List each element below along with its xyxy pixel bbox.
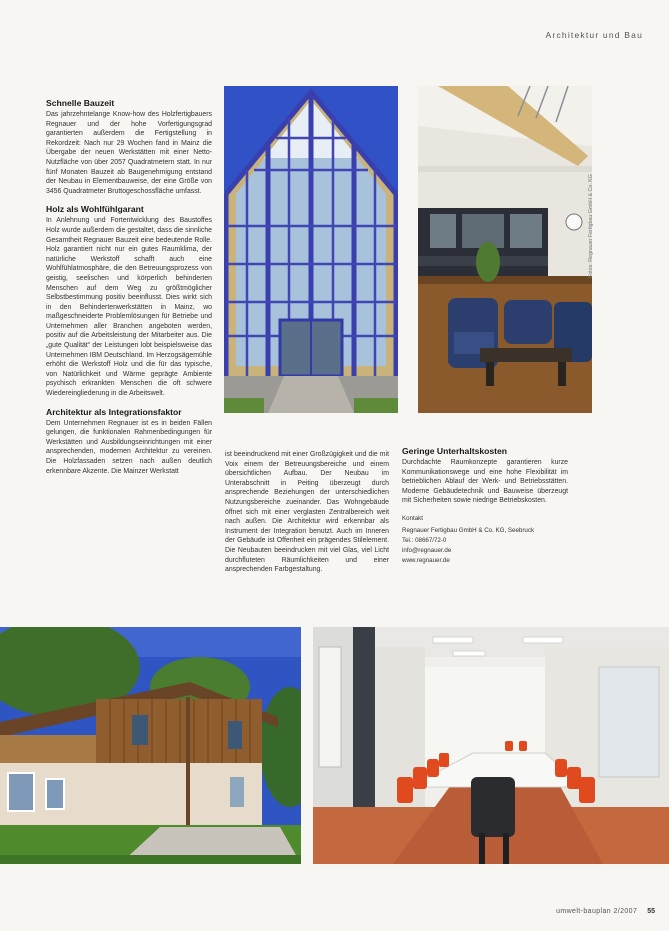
article-column-1 (46, 98, 212, 476)
photo-glass-facade (224, 86, 398, 413)
paragraph: Das jahrzehntelange Know-how des Holzfertigbauers Regnauer und der hohe Vorfertigungsgrad garantierten außerdem die Fertigstellung in Rekordzeit: Nach nur 29 Wochen fand in Mainz die Übergabe der neuen Werkstätten mit einer Netto-Nutzfläche von über 2057 Quadratmetern statt. In nur fünf Monaten Bauzeit ab Baugenehmigung entstand der Neubau in Elementbauweise, der eine Größe von 3456 Quadratmeter Bruttogeschossfläche umfasst. (46, 111, 212, 195)
contact-line: info@regnauer.de (402, 546, 452, 554)
page-footer (556, 908, 655, 915)
heading-architektur-integration: Architektur als Integrationsfaktor (46, 406, 182, 417)
paragraph: Durchdachte Raumkonzepte garantieren kurze Kommunikationswege und eine hohe Flexibilität im betrieblichen Ablauf der Werk- und Betriebsstätten. Moderne Gebäudetechnik und Bauweise überzeugt mit Sicherheiten sowie niedrige Betriebskosten. (402, 459, 568, 505)
photo-timber-building (0, 627, 301, 864)
article-column-2 (225, 450, 389, 575)
photo-credit: Fotos: Regnauer Fertigbau GmbH & Co. KG (588, 174, 594, 278)
paragraph: Dem Unternehmen Regnauer ist es in beiden Fällen gelungen, die funktionalen Rahmenbedingungen für Werkstätten und Ausbildungseinrichtungen mit einer ansprechenden, modernen Architektur zu vereinen. Die Holzfassaden setzen nach außen deutlich erkennbare Akzente. Die Mainzer Werkstatt (46, 419, 212, 475)
contact-label: Kontakt (402, 514, 423, 522)
contact-line: Tel.: 08667/72-0 (402, 536, 447, 544)
photo-interior-lounge (418, 86, 592, 413)
heading-holz-wohlfuehlgarant: Holz als Wohlfühlgarant (46, 204, 144, 215)
page-number: 55 (647, 908, 655, 915)
photo-conference-room (313, 627, 669, 864)
section-label: Architektur und Bau (545, 30, 643, 40)
paragraph: ist beeindruckend mit einer Großzügigkeit und die mit Voix einem der Betreuungsbereiche und einem übersichtlichen Aufbau. Der Neubau im Unterabschnitt in Peiting überzeugt durch ansprechende Beziehungen der unterschiedlichen Nutzungsbereiche zueinander. Das Wohngebäude öffnet sich mit einer verglasten Zentralbereich weit nach außen. Die Architektur wird erkennbar als Instrument der Integration benutzt. Auch im Inneren der Gebäude ist Offenheit ein prägendes Stilelement. Die Neubauten beeindrucken mit viel Glas, viel Licht durchfluteten Räumlichkeiten und einer ansprechenden Farbgestaltung. (225, 451, 389, 574)
contact-line: www.regnauer.de (402, 556, 450, 564)
heading-unterhaltskosten: Geringe Unterhaltskosten (402, 446, 508, 456)
heading-schnelle-bauzeit: Schnelle Bauzeit (46, 98, 115, 108)
contact-line: Regnauer Fertigbau GmbH & Co. KG, Seebruck (402, 526, 535, 534)
paragraph: In Anlehnung und Fortentwicklung des Baustoffes Holz wurde außerdem die gestaltet, dass die sinnliche Gesamtheit Regnauer Bauzeit eine bedeutende Rolle. Holz garantiert nicht nur ein gutes Raumklima, der natürliche Werkstoff schafft auch eine Wohlfühlatmosphäre, die den Betreuungsprozess von geistig, seelischen und körperlich behinderten Menschen auf dem Weg zu größtmöglicher Selbstbestimmung positiv beeinflusst. Dies wirkt sich in den Behindertenwerkstätten in Mainz, wo maßgeschneiderte Problemlösungen für Betriebe und Unternehmen aller Branchen angeboten werden, positiv auf die Arbeitsleistung der Mitarbeiter aus. Die „gute Qualität“ der Leistungen lobt beispielsweise das Unternehmen IBM Deutschland. Im Herzogsägemühle erhöht die Werkstoff Holz und die für das typische, von Natürlichkeit und Wärme geprägte Ambiente psychisch erkrankten Menschen die oft schwere Wiedereingliederung in die Arbeitswelt. (46, 217, 212, 398)
magazine-name: umwelt-bauplan 2/2007 (556, 908, 638, 915)
article-column-3 (402, 446, 568, 566)
